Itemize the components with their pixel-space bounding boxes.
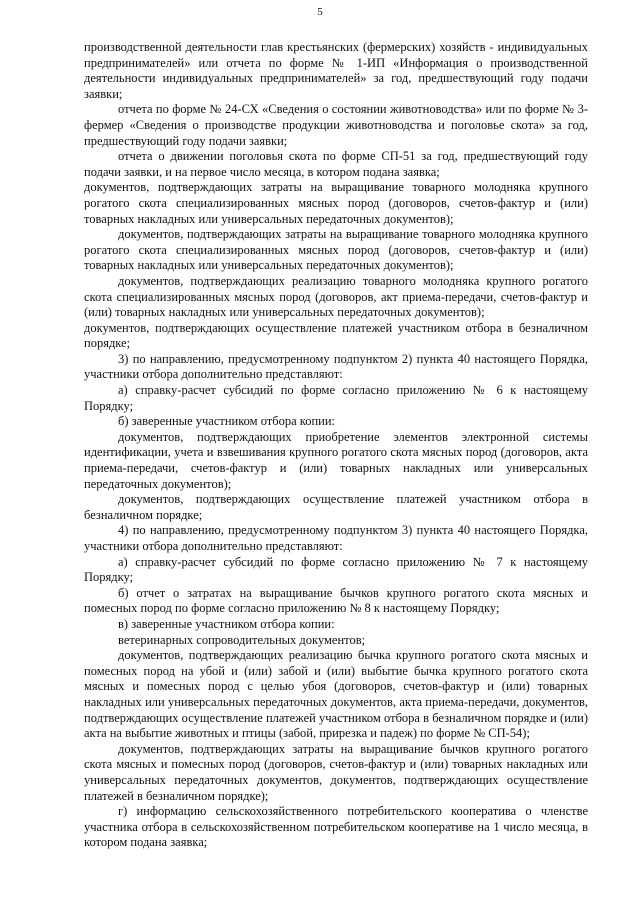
paragraph: производственной деятельности глав крестьянских (фермерских) хозяйств - индивидуальных предпринимателей» или отчета по форме № 1-ИП «Информация о производственной деятельности индивидуальных предпринимателей» за год, предшествующий году подачи заявки;	[84, 40, 588, 101]
paragraph: документов, подтверждающих приобретение элементов электронной системы идентификации, учета и взвешивания крупного рогатого скота мясных пород (договоров, акта приема-передачи, счетов-фактур и (или) товарных накладных или универсальных передаточных документов);	[84, 429, 588, 491]
paragraph: отчета по форме № 24-СХ «Сведения о состоянии животноводства» или по форме № 3-фермер «Сведения о производстве продукции животноводства и поголовье скота» за год, предшествующий году подачи заявки;	[84, 102, 588, 148]
paragraph: 4) по направлению, предусмотренному подпунктом 3) пункта 40 настоящего Порядка, участники отбора дополнительно представляют:	[84, 523, 588, 553]
paragraph: 3) по направлению, предусмотренному подпунктом 2) пункта 40 настоящего Порядка, участники отбора дополнительно представляют:	[84, 351, 588, 382]
paragraph: документов, подтверждающих затраты на выращивание товарного молодняка крупного рогатого скота специализированных мясных пород (договоров, счетов-фактур и (или) товарных накладных или универсальных передаточных документов);	[84, 180, 588, 226]
paragraph: документов, подтверждающих затраты на выращивание товарного молодняка крупного рогатого скота специализированных мясных пород (договоров, счетов-фактур и (или) товарных накладных или универсальных передаточных документов);	[84, 227, 588, 273]
paragraph: документов, подтверждающих реализацию товарного молодняка крупного рогатого скота специализированных мясных пород (договоров, акт приема-передачи, счетов-фактур и (или) товарных накладных или универсальных передаточных документов);	[84, 273, 588, 320]
paragraph: отчета о движении поголовья скота по форме СП-51 за год, предшествующий году подачи заявки, и на первое число месяца, в котором подана заявка;	[84, 149, 588, 179]
paragraph: а) справку-расчет субсидий по форме согласно приложению № 6 к настоящему Порядку;	[84, 383, 588, 413]
page-number: 5	[317, 6, 323, 18]
paragraph: б) заверенные участником отбора копии:	[118, 414, 336, 429]
document-body	[84, 40, 588, 851]
paragraph: документов, подтверждающих реализацию бычка крупного рогатого скота мясных и помесных пород на убой и (или) забой и (или) выбытие бычка крупного рогатого скота мясных и помесных пород с целью убоя (договоров, счетов-фактур и (или) товарных накладных или универсальных передаточных документов, акта приема-передачи, документов, подтверждающих осуществление платежей участником отбора в безналичном порядке и (или) акта на выбытие животных и птицы (забой, прирезка и падеж) по форме № СП-54);	[84, 648, 588, 741]
paragraph: документов, подтверждающих осуществление платежей участником отбора в безналичном порядке;	[84, 320, 588, 351]
paragraph: а) справку-расчет субсидий по форме согласно приложению № 7 к настоящему Порядку;	[84, 554, 588, 585]
paragraph: документов, подтверждающих затраты на выращивание бычков крупного рогатого скота мясных и помесных пород (договоров, счетов-фактур и (или) товарных накладных или универсальных передаточных документов, документов, подтверждающих осуществление платежей в безналичном порядке);	[84, 741, 588, 803]
paragraph: б) отчет о затратах на выращивание бычков крупного рогатого скота мясных и помесных пород по форме согласно приложению № 8 к настоящему Порядку;	[84, 585, 588, 616]
paragraph: ветеринарных сопроводительных документов;	[118, 632, 366, 647]
paragraph: г) информацию сельскохозяйственного потребительского кооператива о членстве участника отбора в сельскохозяйственном потребительском кооперативе на 1 число месяца, в котором подана заявка;	[84, 804, 588, 850]
paragraph: документов, подтверждающих осуществление платежей участником отбора в безналичном порядке;	[84, 492, 588, 522]
paragraph: в) заверенные участником отбора копии:	[118, 616, 335, 631]
